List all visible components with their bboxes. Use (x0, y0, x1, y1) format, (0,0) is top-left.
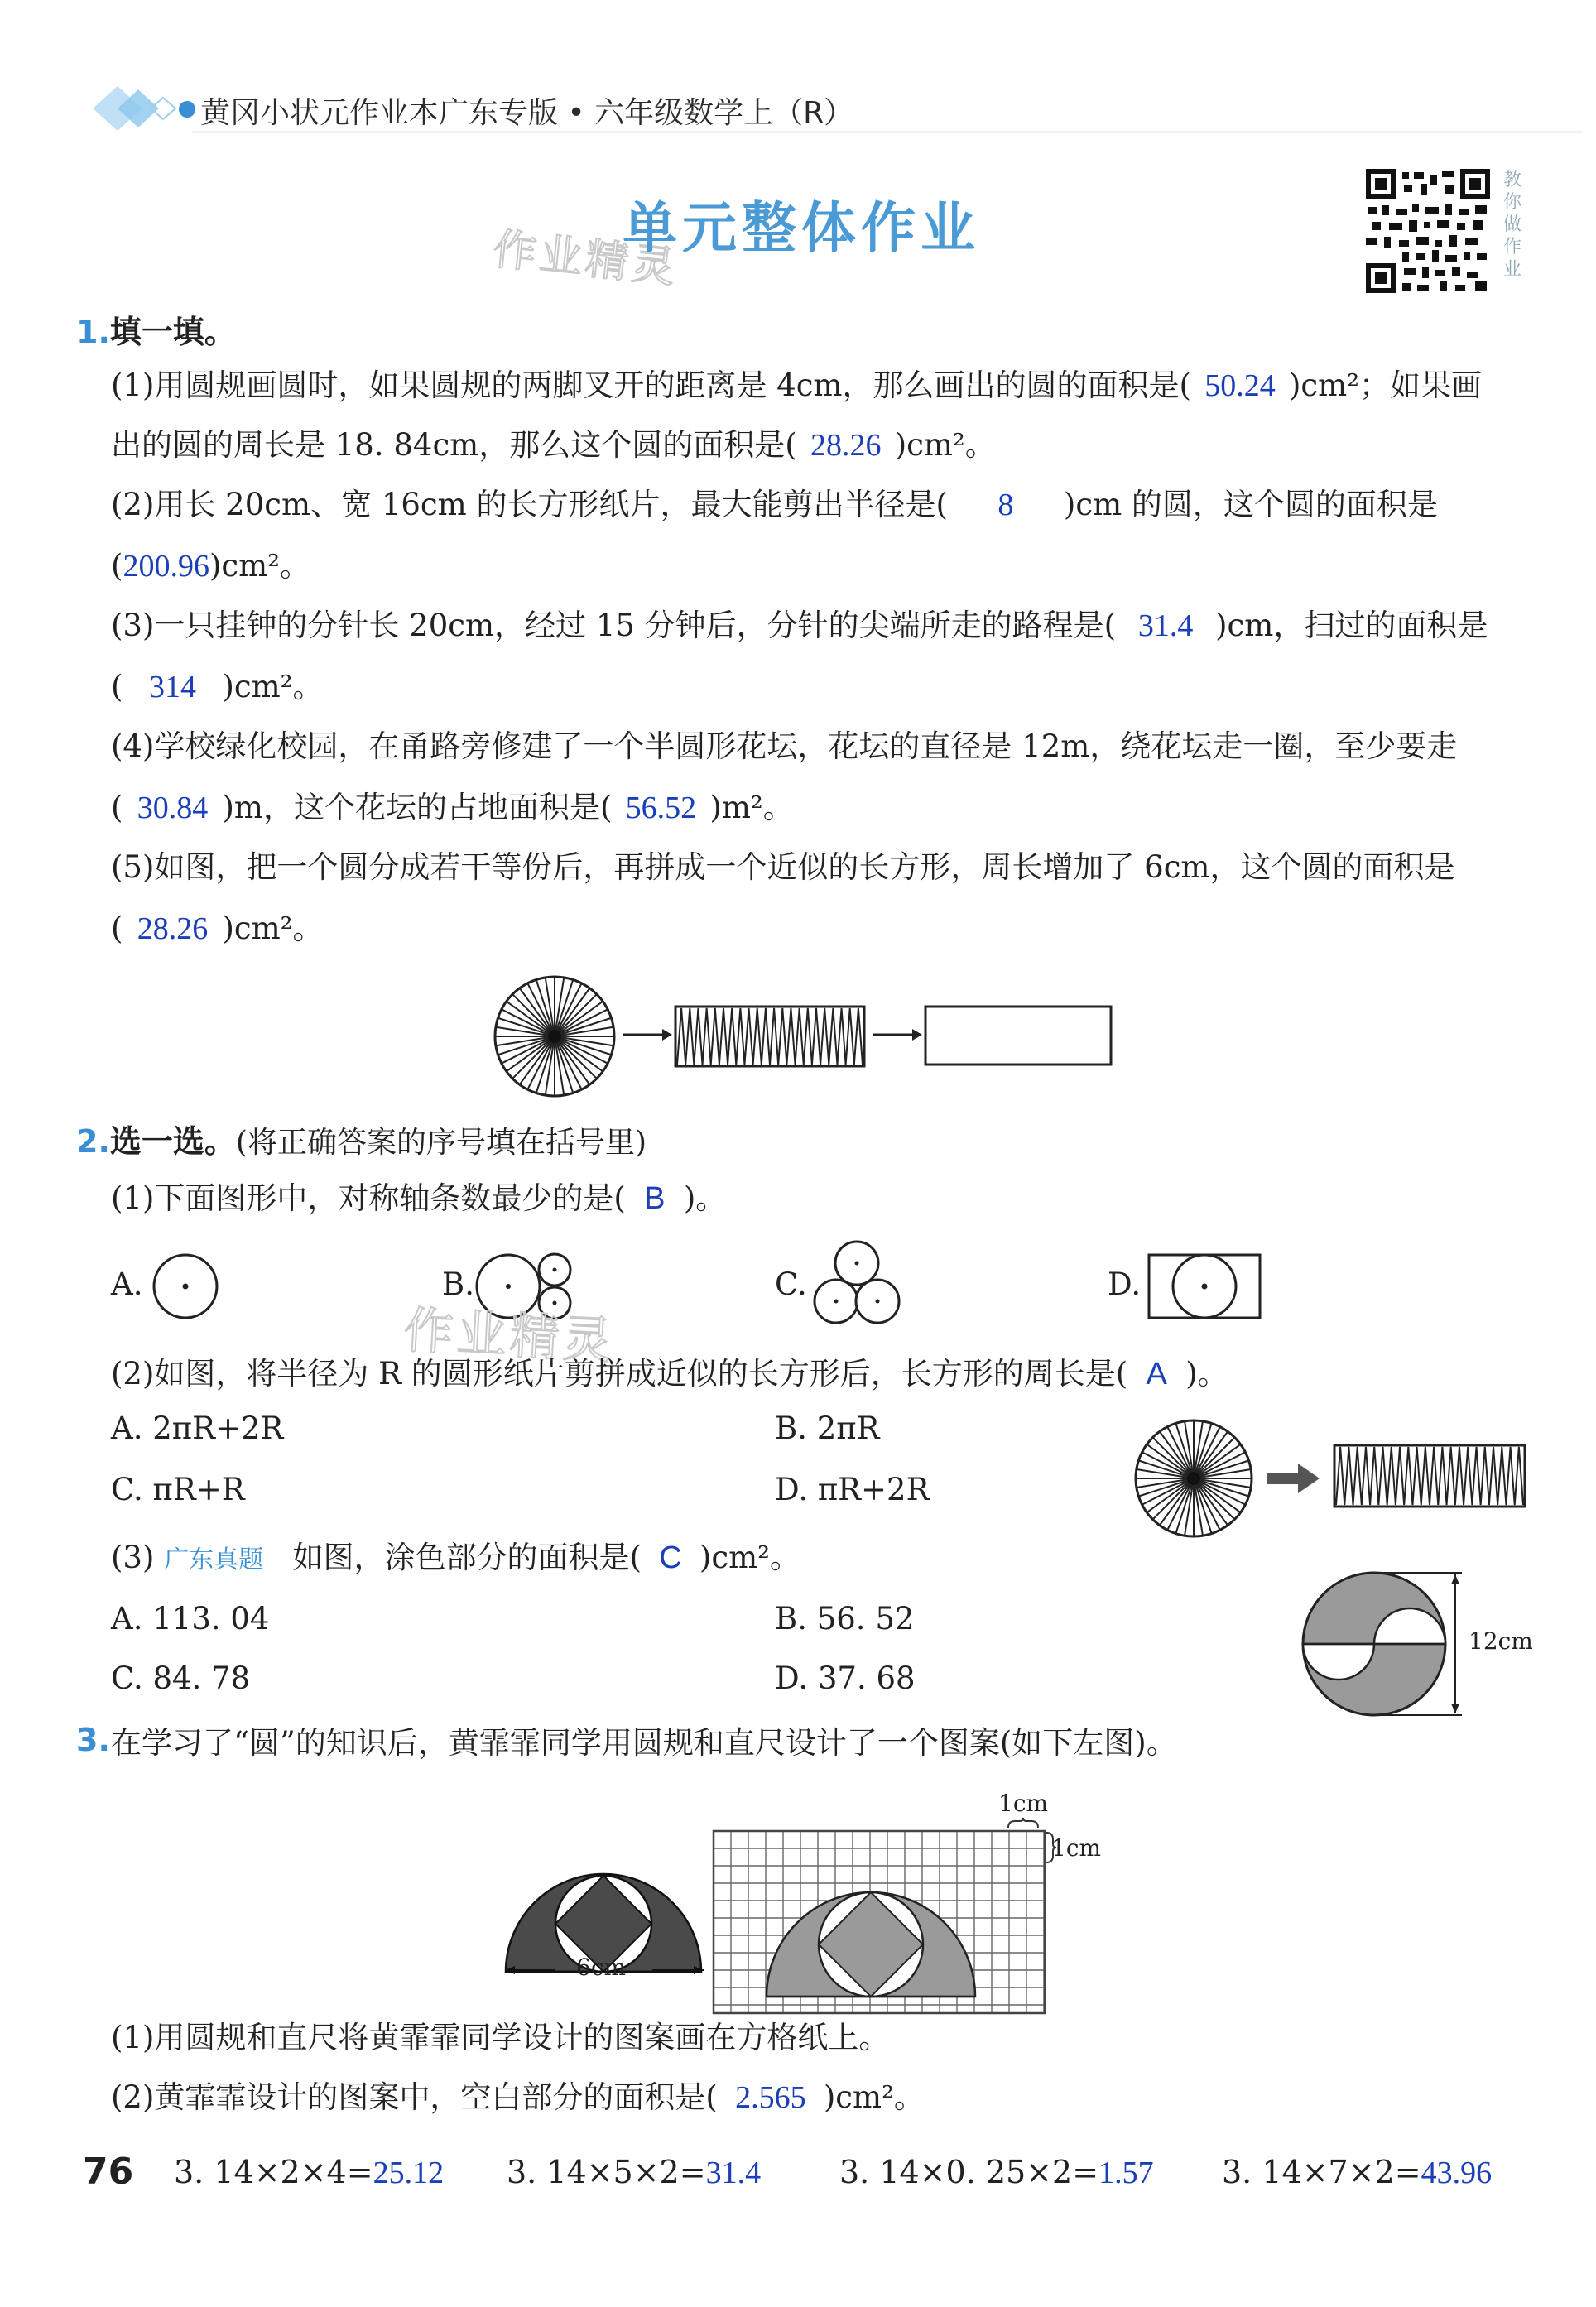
answer-blank: 200.96 (123, 549, 209, 584)
q1-number: 1.填一填。 (76, 314, 236, 350)
answer-blank: 8 (997, 488, 1014, 522)
q2-2-option-a: A. 2πR+2R (111, 1411, 284, 1446)
q2-3-option-a: A. 113. 04 (111, 1601, 270, 1637)
option-a-label: A. (111, 1266, 143, 1302)
q1-part1-line2: 出的圆的周长是 18. 84cm，那么这个圆的面积是( 28.26 )cm²。 (111, 421, 996, 470)
q1-circle-figure (488, 970, 621, 1103)
option-c-label: C. (775, 1266, 807, 1302)
option-c-figure (811, 1238, 902, 1329)
q2-3-option-c: C. 84. 78 (111, 1661, 251, 1696)
footer-calc-3: 3. 14×0. 25×2=1.57 (839, 2154, 1154, 2190)
option-a-figure (151, 1252, 220, 1321)
q2-part2: (2)如图，将半径为 R 的圆形纸片剪拼成近似的长方形后，长方形的周长是( A )。 (111, 1349, 1228, 1399)
q3-text: 在学习了“圆”的知识后，黄霏霏同学用圆规和直尺设计了一个图案(如下左图)。 (111, 1725, 1177, 1761)
q2-fig-label-12cm: 12cm (1469, 1627, 1533, 1655)
q1-part1-line1: (1)用圆规画圆时，如果圆规的两脚叉开的距离是 4cm，那么画出的圆的面积是( 50.24 )cm²；如果画 (111, 361, 1482, 411)
q1-part2-line1: (2)用长 20cm、宽 16cm 的长方形纸片，最大能剪出半径是( 8 )cm 的圆，这个圆的面积是 (111, 480, 1438, 530)
footer-calc-4: 3. 14×7×2=43.96 (1222, 2154, 1493, 2190)
q2-2-option-d: D. πR+2R (775, 1472, 930, 1507)
q1-strip-figure (675, 1005, 866, 1068)
q2-number: 2.选一选。(将正确答案的序号填在括号里) (76, 1123, 647, 1160)
answer-blank: 30.84 (137, 791, 209, 825)
right-arrow-icon (1267, 1462, 1324, 1495)
arrow-icon (873, 1026, 922, 1043)
q1-part5-line2: ( 28.26 )cm²。 (111, 904, 324, 954)
q1-rectangle-figure (924, 1005, 1114, 1068)
q2-part1: (1)下面图形中，对称轴条数最少的是( B )。 (111, 1174, 726, 1223)
answer-blank: 50.24 (1204, 368, 1276, 403)
q2-part3: (3) 广东真题 如图，涂色部分的面积是( C )cm²。 (111, 1533, 800, 1585)
answer-blank: 2.565 (735, 2080, 806, 2115)
answer-blank: A (1146, 1357, 1167, 1391)
q2-hint: (将正确答案的序号填在括号里) (235, 1126, 647, 1160)
q3-part2: (2)黄霏霏设计的图案中，空白部分的面积是( 2.565 )cm²。 (111, 2073, 925, 2122)
q1-title: 填一填。 (109, 314, 236, 350)
answer-blank: 28.26 (810, 428, 882, 463)
watermark: 作业精灵 (490, 224, 680, 294)
watermark: 作业精灵 (402, 1301, 618, 1371)
q2-circle-figure (1132, 1417, 1257, 1541)
page-title: 单元整体作业 (623, 196, 980, 260)
arrow-icon (623, 1026, 672, 1043)
q1-part4-line1: (4)学校绿化校园，在甬路旁修建了一个半圆形花坛，花坛的直径是 12m，绕花坛走一圈，至少要走 (111, 728, 1458, 764)
answer-blank: C (659, 1540, 682, 1575)
q1-part2-line2: (200.96)cm²。 (111, 548, 311, 584)
footer-calc-1: 3. 14×2×4=25.12 (174, 2154, 445, 2190)
q1-part4-line2: ( 30.84 )m，这个花坛的占地面积是( 56.52 )m²。 (111, 783, 794, 833)
page-number: 76 (83, 2151, 134, 2193)
answer-blank: B (644, 1181, 666, 1216)
answer-blank: 31.4 (1137, 608, 1194, 643)
q2-title: 选一选。 (109, 1123, 236, 1160)
q2-strip-figure (1333, 1444, 1528, 1510)
q3-label-1cm-vertical: 1cm (1051, 1834, 1102, 1862)
answer-blank: 28.26 (137, 911, 209, 946)
q2-3-option-d: D. 37. 68 (775, 1661, 916, 1696)
brace-horizontal-icon (1007, 1818, 1040, 1829)
q1-part3-line1: (3)一只挂钟的分针长 20cm，经过 15 分钟后，分针的尖端所走的路程是( 31.4 )cm，扫过的面积是 (111, 601, 1488, 651)
option-d-figure (1147, 1252, 1263, 1321)
guangdong-tag: 广东真题 (164, 1545, 264, 1574)
q2-2-option-b: B. 2πR (775, 1411, 880, 1446)
qr-code-icon (1366, 169, 1490, 293)
footer-calc-2: 3. 14×5×2=31.4 (507, 2154, 762, 2190)
q2-3-option-b: B. 56. 52 (775, 1601, 915, 1637)
q3-label-1cm-horizontal: 1cm (998, 1790, 1049, 1817)
qr-side-text: 教你做作业 (1502, 170, 1521, 280)
q3-number: 3. (76, 1722, 110, 1758)
q3-label-6cm: 6cm (576, 1954, 627, 1981)
q2-2-option-c: C. πR+R (111, 1472, 245, 1507)
option-b-label: B. (442, 1266, 474, 1302)
book-title: 黄冈小状元作业本广东专版 • 六年级数学上（R） (200, 96, 854, 130)
header-diamond-icon (68, 79, 217, 137)
q1-part3-line2: ( 314 )cm²。 (111, 662, 324, 712)
answer-blank: 314 (148, 670, 196, 704)
q3-grid-figure (709, 1823, 1056, 2013)
q1-part5-line1: (5)如图，把一个圆分成若干等份后，再拼成一个近似的长方形，周长增加了 6cm，这个圆的面积是 (111, 849, 1455, 885)
option-d-label: D. (1108, 1266, 1142, 1302)
answer-blank: 56.52 (625, 791, 697, 825)
q3-part1: (1)用圆规和直尺将黄霏霏同学设计的图案画在方格纸上。 (111, 2020, 890, 2055)
